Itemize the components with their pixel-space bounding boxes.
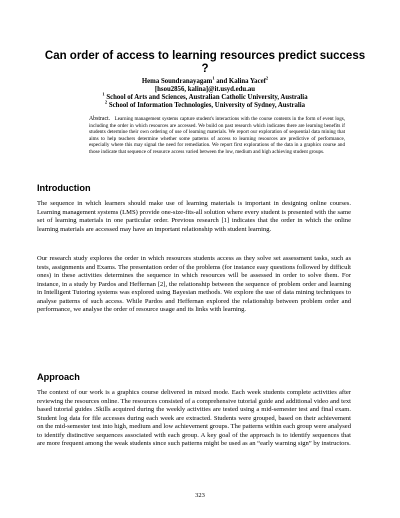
author-affiliation-mark: 1: [212, 75, 215, 81]
paper-title: Can order of access to learning resources predict success ?: [44, 50, 366, 75]
author-conjunction: and: [214, 78, 229, 85]
affiliation-text: School of Arts and Sciences, Australian Catholic University, Australia: [104, 94, 308, 101]
author-affiliation-mark: 2: [265, 75, 269, 81]
section-heading-approach: Approach: [37, 372, 80, 382]
page-number: 323: [195, 492, 205, 499]
affiliation: [40, 91, 370, 102]
body-paragraph: Our research study explores the order in which resources students access as they solve set assessment tasks, such as tests, assignments and Exams. The presentation order of the problems (for instance easy questions followed by difficult ones) in these activities determines the sequence in which resources will be assessed in order to solve them. For instance, in a study by Pardos and Heffernan [2], the relationship between the sequence of problem order and learning in Intelligent Tutoring systems was explored using Bayesian methods. We explore the use of data mining techniques to analyse patterns of such access. While Pardos and Heffernan explored the relationship between problem order and performance, we analyse the order of resource usage and its links with learning.: [37, 255, 351, 313]
author-email: [hsou2856, kalina]@it.usyd.edu.au: [154, 86, 256, 93]
body-paragraph: The sequence in which learners should make use of learning materials is important in designing online courses. Learning management systems (LMS) provide one-size-fits-all solution where every student is presented with the same set of learning materials in one particular order. Previous research [1] indicates that the order in which the online learning materials are accessed may have an important relationship with student learning.: [37, 200, 351, 233]
affiliation-mark: 2: [104, 99, 108, 105]
section-heading-introduction: Introduction: [37, 183, 91, 193]
affiliation: [40, 99, 370, 110]
abstract-text: Learning management systems capture student's interactions with the course contents in the form of event logs, including the order in which resources are accessed. We build on past research which indicates there are learning benefits if students determine their own ordering of use of learning materials. We report our exploration of sequential data mining that aims to help teachers determine whether some patterns of access to learning resources are predictive of performance, especially where this may signal the need for remediation. We report first explorations of the data in a graphics course and those indicate that sequence of resource access varied between the low, medium and high achieving student groups.: [89, 116, 345, 155]
affiliation-mark: 1: [102, 91, 105, 97]
abstract-label: Abstract.: [89, 116, 111, 122]
affiliation-text: School of Information Technologies, University of Sydney, Australia: [107, 102, 306, 109]
abstract: [89, 116, 345, 155]
body-paragraph: The context of our work is a graphics course delivered in mixed mode. Each week students complete activities after reviewing the resources online. The resources consisted of a comprehensive tutorial guide and additional video and text based tutorial guides .Skills acquired during the weekly activities are tested using a mid-semester test and final exam. Student log data for file accesses during each week are extracted. Students were grouped, based on their achievement on the mid-semester test into high, medium and low achievement groups. The patterns within each group were analysed to identify distinctive sequences associated with each group. A key goal of the approach is to identify sequences that are more frequent among the weak students since such patterns might be used as an “early warning sign” by instructors.: [37, 389, 351, 447]
author-line: [40, 75, 370, 86]
author-name: Hema Soundranayagam: [141, 78, 213, 85]
author-name: Kalina Yacef: [228, 78, 266, 85]
